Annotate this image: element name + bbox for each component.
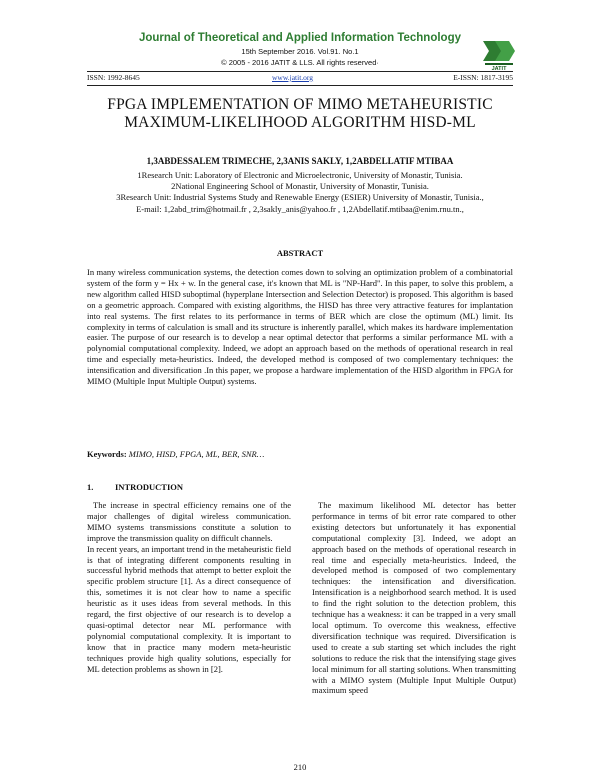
author-list: 1,3ABDESSALEM TRIMECHE, 2,3ANIS SAKLY, 1,2ABDELLATIF MTIBAA bbox=[146, 156, 454, 166]
header-rule-bottom bbox=[87, 85, 513, 86]
paragraph: The maximum likelihood ML detector has better performance in terms of bit error rate compared to other existing detectors but unfortunately it has exponential computational complexity [3]. Indeed, we adopt an approach based on the methods of operational research in real time and especially meta-heuristics. Indeed, the developed method is composed of two complementary techniques: the intensification and diversification. Intensification is a neighborhood search method. It is used to find the right solution to the detection problem, this technique has a weakness: it can be trapped in a very small local optimum. To overcome this weakness, effective diversification technique was required. Diversification is used to create a sub starting set which includes the right solutions to reduce the risk that the intensifying stage gives local minimum for all starting solutions. When transmitting with a MIMO system (Multiple Input Multiple Output) maximum speed bbox=[312, 500, 516, 696]
journal-title: Journal of Theoretical and Applied Information Technology bbox=[138, 32, 462, 44]
jatit-logo-icon bbox=[481, 37, 517, 69]
copyright-notice: © 2005 - 2016 JATIT & LLS. All rights reserved· bbox=[221, 58, 379, 67]
header-rule-top bbox=[87, 71, 513, 72]
journal-issue: 15th September 2016. Vol.91. No.1 bbox=[241, 47, 359, 56]
issn: ISSN: 1992-8645 bbox=[87, 73, 140, 82]
section-heading bbox=[87, 482, 183, 492]
abstract-heading: ABSTRACT bbox=[276, 248, 324, 258]
affiliation-3: 3Research Unit: Industrial Systems Study and Renewable Energy (ESIER) University of Monastir, Tunisia., bbox=[116, 192, 484, 202]
issn-row bbox=[87, 73, 513, 84]
affiliation-1: 1Research Unit: Laboratory of Electronic and Microelectronic, University of Monastir, Tunisia. bbox=[137, 170, 463, 180]
paragraph: The increase in spectral efficiency remains one of the major challenges of digital wireless communication. MIMO systems transmissions constitute a solution to improve the transmission quality on difficult channels. bbox=[87, 500, 291, 543]
section-number: 1. bbox=[87, 482, 94, 492]
affiliation-2: 2National Engineering School of Monastir, University of Monastir, Tunisia. bbox=[171, 181, 429, 191]
author-emails: E-mail: 1,2abd_trim@hotmail.fr , 2,3sakly_anis@yahoo.fr , 1,2Abdellatif.mtibaa@enim.rnu.tn., bbox=[136, 204, 464, 214]
keywords-line bbox=[87, 449, 513, 459]
keywords-list: MIMO, HISD, FPGA, ML, BER, SNR… bbox=[128, 449, 265, 459]
paragraph: In recent years, an important trend in the metaheuristic field is that of integrating different components resulting in successful hybrid methods that attempt to better exploit the specific problem structure [1]. As a direct consequence of this, sometimes it is not clear how to name a specific heuristic as it uses ideas from several methods. In this regard, the first objective of our research is to develop a quasi-optimal detector near ML performance with polynomial computational complexity. It is important to know that in practice many modern meta-heuristic techniques provide high quality solutions, especially for ML detection problems as shown in [2]. bbox=[87, 543, 291, 674]
paper-title: FPGA IMPLEMENTATION OF MIMO METAHEURISTIC MAXIMUM-LIKELIHOOD ALGORITHM HISD-ML bbox=[107, 96, 493, 131]
section-title: INTRODUCTION bbox=[115, 482, 184, 492]
right-column bbox=[312, 500, 516, 696]
page-number: 210 bbox=[293, 762, 307, 772]
eissn: E-ISSN: 1817-3195 bbox=[453, 73, 513, 82]
website-link[interactable]: www.jatit.org bbox=[272, 73, 314, 82]
logo-caption: JATIT bbox=[491, 66, 507, 72]
left-column bbox=[87, 500, 291, 675]
abstract-body: In many wireless communication systems, the detection comes down to solving an optimization problem of a combinatorial system of the form y = Hx + w. In the general case, it's known that ML is "NP-Hard". In this paper, to solve this problem, a new algorithm called HISD suboptimal (hyperplane Intersection and Selection Detector) is proposed. This algorithm is based on a geometric approach. Compared with existing algorithms, the HISD has three very attractive features for implantation into real systems. The first relates to its performance in terms of BER which are close the optimum (ML) limit. Its complexity in terms of calculation is small and its structure is inherently parallel, which makes its hardware implementation easier. The purpose of our research is to develop a near optimal detector that performs a similar performance ML with a polynomial computational complexity. Indeed, we adopt an approach based on the methods of operational research in real time and especially meta-heuristics. Indeed, the developed method is composed of two complementary techniques: the intensification and diversification .In this paper, we propose a hardware implementation of the HISD algorithm in FPGA for MIMO (Multiple Input Multiple Output) systems. bbox=[87, 267, 513, 387]
keywords-label: Keywords: bbox=[87, 449, 127, 459]
